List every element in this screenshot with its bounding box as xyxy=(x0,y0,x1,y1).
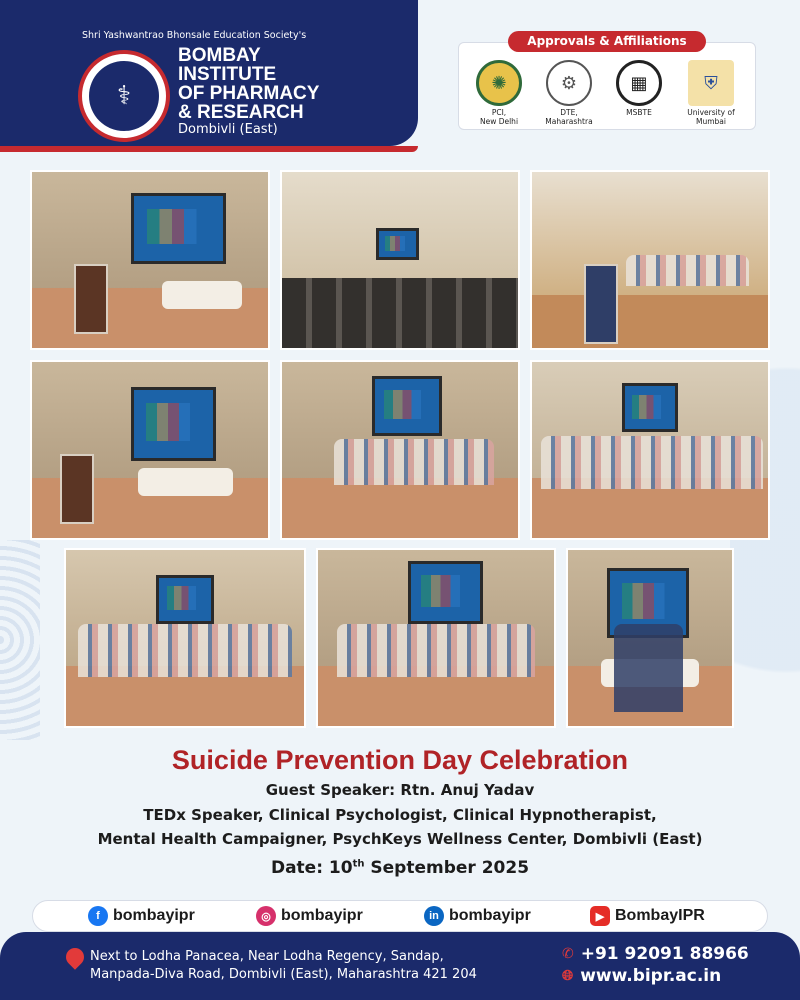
event-photo-9 xyxy=(566,548,734,728)
pci-caption-2: New Delhi xyxy=(479,117,519,126)
event-title: Suicide Prevention Day Celebration xyxy=(171,745,629,775)
pci-caption: PCI, xyxy=(491,108,507,117)
event-photo-6 xyxy=(530,360,770,540)
institute-name-line1: BOMBAY xyxy=(178,45,261,66)
speaker-credentials-2: Mental Health Campaigner, PsychKeys Wellness Center, Dombivli (East) xyxy=(97,830,703,848)
mumbai-caption-2: Mumbai xyxy=(696,117,726,126)
event-date-prefix: Date: 10 xyxy=(270,858,353,878)
linkedin-handle: bombayipr xyxy=(449,907,531,924)
event-photo-1 xyxy=(30,170,270,350)
instagram-handle: bombayipr xyxy=(281,907,363,924)
address-line1: Next to Lodha Panacea, Near Lodha Regency, Sandap, xyxy=(90,949,444,964)
event-photo-4 xyxy=(30,360,270,540)
guest-speaker: Guest Speaker: Rtn. Anuj Yadav xyxy=(265,781,535,799)
youtube-link[interactable] xyxy=(590,906,705,926)
dte-caption-2: Maharashtra xyxy=(545,117,593,126)
society-name: Shri Yashwantrao Bhonsale Education Society's xyxy=(82,30,307,41)
event-photo-2 xyxy=(280,170,520,350)
facebook-icon: f xyxy=(88,906,108,926)
dte-badge xyxy=(538,60,600,126)
university-crest-icon: ⛨ xyxy=(688,60,734,106)
speaker-credentials-1: TEDx Speaker, Clinical Psychologist, Clinical Hypnotherapist, xyxy=(143,806,657,824)
event-photo-5 xyxy=(280,360,520,540)
caduceus-icon: ⚕ xyxy=(89,61,159,131)
instagram-link[interactable] xyxy=(256,906,363,926)
msbte-badge xyxy=(608,60,670,117)
msbte-caption: MSBTE xyxy=(626,108,652,117)
youtube-icon: ▶ xyxy=(590,906,610,926)
institute-location: Dombivli (East) xyxy=(178,122,278,137)
approvals-title: Approvals & Affiliations xyxy=(508,31,706,52)
gear-icon: ⚙ xyxy=(546,60,592,106)
pci-seal-icon: ✺ xyxy=(476,60,522,106)
institute-logo xyxy=(78,50,170,142)
event-date-rest: September 2025 xyxy=(364,858,530,878)
linkedin-icon: in xyxy=(424,906,444,926)
background-pattern xyxy=(0,540,40,740)
facebook-link[interactable] xyxy=(88,906,195,926)
institute-name-line4: & RESEARCH xyxy=(178,102,304,123)
address-line2: Manpada-Diva Road, Dombivli (East), Maharashtra 421 204 xyxy=(90,967,477,982)
institute-name xyxy=(178,46,319,122)
msbte-seal-icon: ▦ xyxy=(616,60,662,106)
youtube-handle: BombayIPR xyxy=(615,907,705,924)
institute-name-line3: OF PHARMACY xyxy=(178,83,320,104)
instagram-icon: ◎ xyxy=(256,906,276,926)
website-url: www.bipr.ac.in xyxy=(580,966,722,986)
address xyxy=(90,948,520,984)
phone-number: +91 92091 88966 xyxy=(580,944,749,964)
website-link[interactable] xyxy=(562,966,721,986)
institute-name-line2: INSTITUTE xyxy=(178,64,277,85)
globe-icon: 🌐︎ xyxy=(562,968,574,984)
pci-badge xyxy=(468,60,530,126)
event-photo-7 xyxy=(64,548,306,728)
phone-contact[interactable] xyxy=(562,944,749,964)
phone-icon: ✆ xyxy=(562,946,574,962)
mumbai-university-badge xyxy=(680,60,742,126)
event-date-suffix: th xyxy=(352,858,365,870)
dte-caption: DTE, xyxy=(560,108,578,117)
facebook-handle: bombayipr xyxy=(113,907,195,924)
mumbai-caption: University of xyxy=(687,108,735,117)
event-date xyxy=(0,858,800,878)
linkedin-link[interactable] xyxy=(424,906,531,926)
event-photo-3 xyxy=(530,170,770,350)
event-photo-8 xyxy=(316,548,556,728)
